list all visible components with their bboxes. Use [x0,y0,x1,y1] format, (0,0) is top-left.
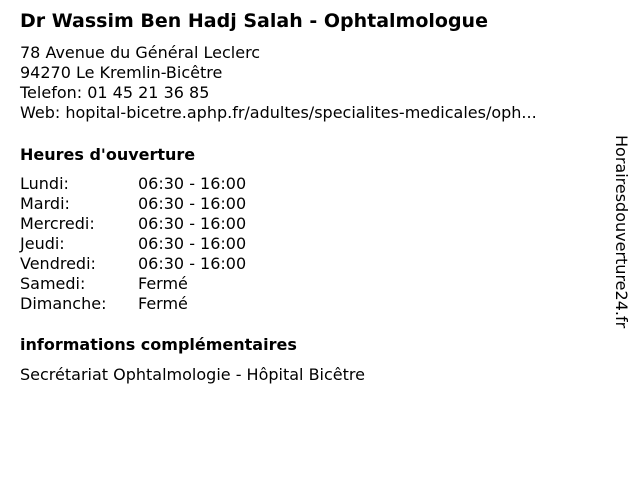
day-label: Mardi: [20,194,70,213]
day-hours: Fermé [138,274,188,293]
street-address: 78 Avenue du Général Leclerc [20,43,261,62]
day-hours: 06:30 - 16:00 [138,234,247,253]
website-link[interactable]: Web: hopital-bicetre.aphp.fr/adultes/specialites-medicales/oph... [20,103,537,122]
day-hours: 06:30 - 16:00 [138,174,247,193]
hours-row-saturday [20,274,246,294]
address-block [20,43,537,123]
phone-number: Telefon: 01 45 21 36 85 [20,83,210,102]
day-hours: 06:30 - 16:00 [138,194,247,213]
hours-row-thursday [20,234,246,254]
hours-heading: Heures d'ouverture [20,145,196,164]
opening-hours-list [20,174,246,314]
day-hours: Fermé [138,294,188,313]
day-label: Samedi: [20,274,86,293]
day-label: Dimanche: [20,294,107,313]
hours-row-monday [20,174,246,194]
day-label: Vendredi: [20,254,96,273]
hours-row-tuesday [20,194,246,214]
site-watermark: Horairesdouverture24.fr [612,135,631,329]
city-address: 94270 Le Kremlin-Bicêtre [20,63,223,82]
day-hours: 06:30 - 16:00 [138,254,247,273]
hours-row-friday [20,254,246,274]
hours-row-wednesday [20,214,246,234]
day-label: Lundi: [20,174,69,193]
info-heading: informations complémentaires [20,335,297,354]
hours-row-sunday [20,294,246,314]
day-hours: 06:30 - 16:00 [138,214,247,233]
info-text: Secrétariat Ophtalmologie - Hôpital Bicêtre [20,365,365,384]
day-label: Mercredi: [20,214,95,233]
page-title: Dr Wassim Ben Hadj Salah - Ophtalmologue [20,10,488,32]
day-label: Jeudi: [20,234,65,253]
